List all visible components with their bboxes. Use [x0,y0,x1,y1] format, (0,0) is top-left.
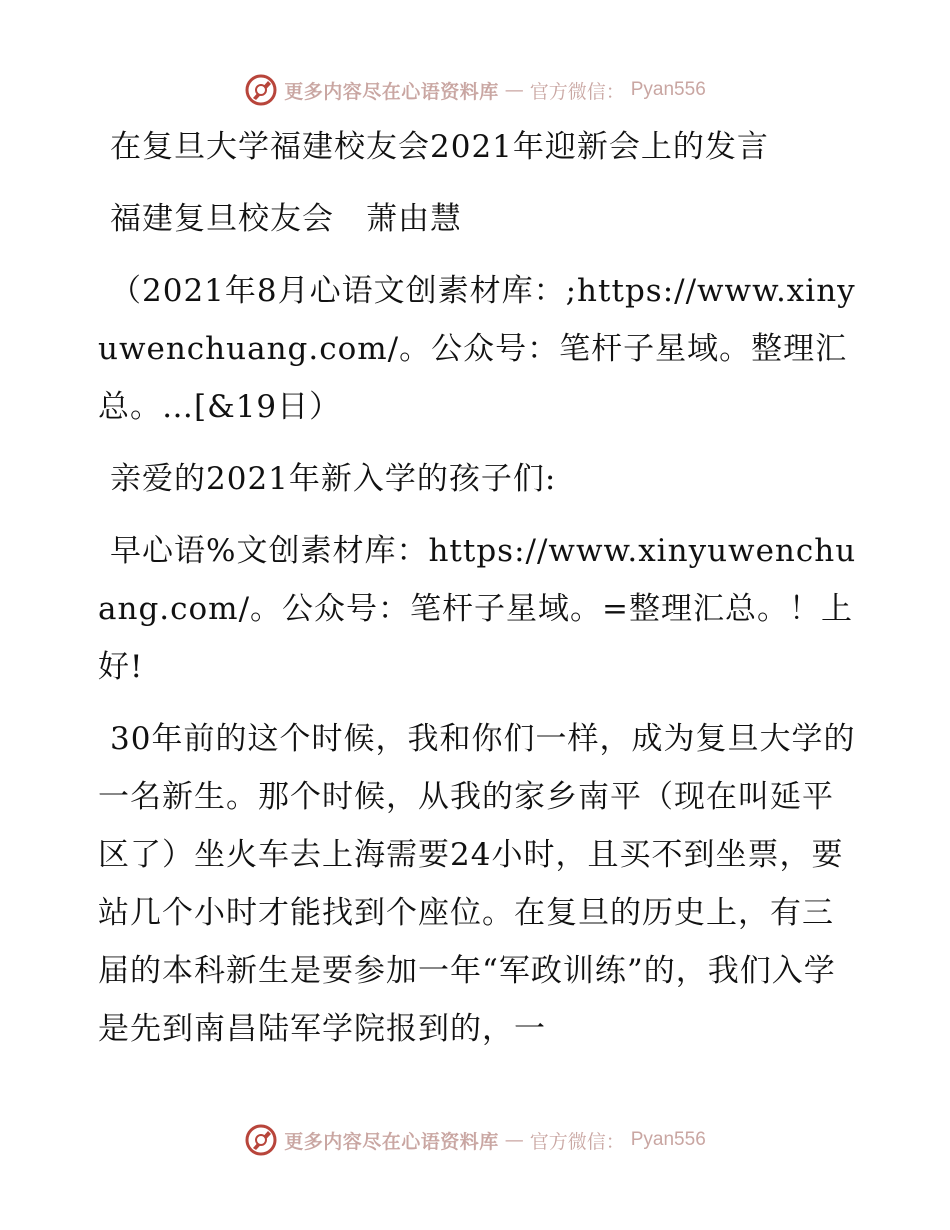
header-watermark [0,70,950,110]
watermark-official-label: 官方微信： [529,80,625,103]
author-line: 福建复旦校友会 萧由慧 [110,201,462,237]
quill-logo-icon [244,73,278,107]
quill-logo-icon [244,1123,278,1157]
footer-watermark [0,1120,950,1160]
watermark-separator: — [504,79,524,101]
greeting: 早心语%文创素材库：https://www.xinyuwenchuang.com/。公众号：笔杆子星域。=整理汇总。！上好! [98,533,857,685]
watermark-main-text: 更多内容尽在心语资料库 [284,80,499,103]
watermark-official-label: 官方微信： [529,1130,625,1153]
watermark-wechat-id: Pyan556 [630,79,706,100]
body-paragraph: 30年前的这个时候，我和你们一样，成为复旦大学的一名新生。那个时候，从我的家乡南平（现在叫延平区了）坐火车去上海需要24小时，且买不到坐票，要站几个小时才能找到个座位。在复旦的历史上，有三届的本科新生是要参加一年“军政训练”的，我们入学是先到南昌陆军学院报到的，一 [98,721,856,1047]
salutation: 亲爱的2021年新入学的孩子们: [110,461,557,497]
source-note: （2021年8月心语文创素材库：;https://www.xinyuwenchuang.com/。公众号：笔杆子星域。整理汇总。…[&19日） [98,273,856,425]
watermark-separator: — [504,1129,524,1151]
watermark-wechat-id: Pyan556 [630,1129,706,1150]
watermark-main-text: 更多内容尽在心语资料库 [284,1130,499,1153]
document-body [98,118,858,1058]
document-title: 在复旦大学福建校友会2021年迎新会上的发言 [110,129,769,165]
